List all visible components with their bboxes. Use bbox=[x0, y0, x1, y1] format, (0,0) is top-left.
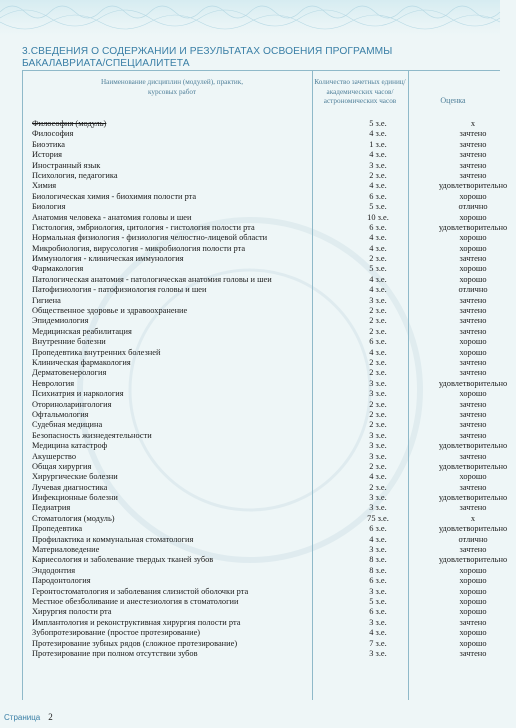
discipline-name: Инфекционные болезни bbox=[32, 493, 118, 503]
discipline-name: История bbox=[32, 150, 63, 160]
grade: удовлетворительно bbox=[438, 461, 508, 471]
page-footer bbox=[4, 712, 53, 722]
section-title: 3.СВЕДЕНИЯ О СОДЕРЖАНИИ И РЕЗУЛЬТАТАХ ОСВОЕНИЯ ПРОГРАММЫ БАКАЛАВРИАТА/СПЕЦИАЛИТЕТА bbox=[22, 46, 393, 69]
table-top-border bbox=[22, 70, 500, 71]
grade: хорошо bbox=[459, 264, 487, 274]
table-left-border bbox=[22, 70, 23, 700]
table-row bbox=[32, 649, 500, 659]
credit-units: 4 з.е. bbox=[369, 129, 387, 139]
credit-units: 4 з.е. bbox=[369, 628, 387, 638]
discipline-name: Оториноларингология bbox=[32, 399, 112, 409]
table-row bbox=[32, 493, 508, 503]
credit-units: 6 з.е. bbox=[369, 524, 387, 534]
grade: зачтено bbox=[459, 129, 487, 139]
table-row bbox=[32, 192, 500, 202]
discipline-name: Патофизиология - патофизиология головы и шеи bbox=[32, 285, 207, 295]
table-row bbox=[32, 483, 500, 493]
discipline-name: Имплантология и реконструктивная хирургия полости рта bbox=[32, 617, 241, 627]
discipline-name: Эпидемиология bbox=[32, 316, 89, 326]
grade: зачтено bbox=[459, 399, 487, 409]
grade: зачтено bbox=[459, 368, 487, 378]
grade: хорошо bbox=[459, 191, 487, 201]
discipline-name: Философия bbox=[32, 129, 74, 139]
table-row bbox=[32, 618, 500, 628]
discipline-name: Протезирование при полном отсутствии зубов bbox=[32, 648, 198, 658]
credit-units: 4 з.е. bbox=[369, 534, 387, 544]
discipline-name: Неврология bbox=[32, 378, 75, 388]
credit-units: 2 з.е. bbox=[369, 461, 387, 471]
discipline-name: Акушерство bbox=[32, 451, 77, 461]
discipline-name: Лучевая диагностика bbox=[32, 482, 108, 492]
header-discipline: Наименование дисциплин (модулей), практик, курсовых работ bbox=[100, 78, 244, 96]
grade: хорошо bbox=[459, 607, 487, 617]
table-row bbox=[32, 233, 500, 243]
table-row bbox=[32, 607, 500, 617]
credit-units: 2 з.е. bbox=[369, 170, 387, 180]
table-row bbox=[32, 244, 500, 254]
table-row bbox=[32, 420, 500, 430]
grade: зачтено bbox=[459, 326, 487, 336]
credit-units: 5 з.е. bbox=[369, 119, 387, 128]
discipline-name: Общая хирургия bbox=[32, 461, 92, 471]
grade: хорошо bbox=[459, 565, 487, 575]
table-row bbox=[32, 452, 500, 462]
table-row bbox=[32, 503, 500, 513]
credit-units: 3 з.е. bbox=[369, 441, 387, 451]
table-row bbox=[32, 327, 500, 337]
discipline-name: Зубопротезирование (простое протезирование) bbox=[32, 628, 201, 638]
table-row bbox=[32, 576, 500, 586]
discipline-name: Протезирование зубных рядов (сложное протезирование) bbox=[32, 638, 238, 648]
discipline-name: Микробиология, вирусология - микробиология полости рта bbox=[32, 243, 246, 253]
credit-units: 2 з.е. bbox=[369, 482, 387, 492]
credit-units: 6 з.е. bbox=[369, 607, 387, 617]
discipline-name: Педиатрия bbox=[32, 503, 71, 513]
grade: хорошо bbox=[459, 576, 487, 586]
table-row bbox=[32, 181, 508, 191]
grade: хорошо bbox=[459, 243, 487, 253]
grade: зачтено bbox=[459, 451, 487, 461]
table-row bbox=[32, 306, 500, 316]
discipline-name: Судебная медицина bbox=[32, 420, 103, 430]
table-row bbox=[32, 597, 500, 607]
page-number: 2 bbox=[48, 712, 53, 722]
table-row bbox=[32, 368, 500, 378]
table-row bbox=[32, 129, 500, 139]
discipline-name: Пропедевтика bbox=[32, 524, 83, 534]
discipline-name: Геронтостоматология и заболевания слизистой оболочки рта bbox=[32, 586, 249, 596]
decorative-top-band bbox=[0, 0, 500, 36]
grade: x bbox=[470, 513, 476, 523]
table-row bbox=[32, 389, 500, 399]
credit-units: 3 з.е. bbox=[369, 586, 387, 596]
table-row bbox=[32, 296, 500, 306]
grade: зачтено bbox=[459, 139, 487, 149]
credit-units: 3 з.е. bbox=[369, 648, 387, 658]
grade: зачтено bbox=[459, 482, 487, 492]
discipline-name: Гистология, эмбриология, цитология - гистология полости рта bbox=[32, 222, 255, 232]
credit-units: 6 з.е. bbox=[369, 191, 387, 201]
credit-units: 4 з.е. bbox=[369, 150, 387, 160]
grade: хорошо bbox=[459, 389, 487, 399]
grade: зачтено bbox=[459, 420, 487, 430]
discipline-name: Биология bbox=[32, 202, 66, 212]
credit-units: 2 з.е. bbox=[369, 409, 387, 419]
credit-units: 3 з.е. bbox=[369, 389, 387, 399]
discipline-name: Клиническая фармакология bbox=[32, 357, 131, 367]
credit-units: 2 з.е. bbox=[369, 357, 387, 367]
grade: хорошо bbox=[459, 628, 487, 638]
grade: удовлетворительно bbox=[438, 378, 508, 388]
grade: удовлетворительно bbox=[438, 222, 508, 232]
discipline-name: Биоэтика bbox=[32, 139, 65, 149]
table-row bbox=[32, 514, 500, 524]
table-row bbox=[32, 535, 500, 545]
credit-units: 2 з.е. bbox=[369, 420, 387, 430]
grade: отлично bbox=[458, 534, 488, 544]
grade: зачтено bbox=[459, 254, 487, 264]
discipline-name: Патологическая анатомия - патологическая анатомия головы и шеи bbox=[32, 274, 272, 284]
table-row bbox=[32, 275, 500, 285]
grade: зачтено bbox=[459, 648, 487, 658]
discipline-name: Внутренние болезни bbox=[32, 337, 106, 347]
table-row bbox=[32, 639, 500, 649]
header-credits: Количество зачетных единиц/академических часов/астрономических часов bbox=[314, 78, 406, 105]
credit-units: 8 з.е. bbox=[369, 555, 387, 565]
credit-units: 4 з.е. bbox=[369, 233, 387, 243]
table-row bbox=[32, 566, 500, 576]
discipline-name: Анатомия человека - анатомия головы и шеи bbox=[32, 212, 192, 222]
discipline-name: Фармакология bbox=[32, 264, 84, 274]
grade: хорошо bbox=[459, 472, 487, 482]
table-row bbox=[32, 264, 500, 274]
grade: удовлетворительно bbox=[438, 181, 508, 191]
discipline-name: Общественное здоровье и здравоохранение bbox=[32, 306, 188, 316]
discipline-name: Стоматология (модуль) bbox=[32, 513, 115, 523]
credit-units: 2 з.е. bbox=[369, 306, 387, 316]
grade: зачтено bbox=[459, 160, 487, 170]
table-row bbox=[32, 441, 508, 451]
discipline-name: Местное обезболивание и анестезиология в стоматологии bbox=[32, 596, 239, 606]
discipline-name: Психология, педагогика bbox=[32, 170, 118, 180]
table-row bbox=[32, 171, 500, 181]
grade: хорошо bbox=[459, 347, 487, 357]
grade: удовлетворительно bbox=[438, 493, 508, 503]
credit-units: 2 з.е. bbox=[369, 254, 387, 264]
grade: хорошо bbox=[459, 233, 487, 243]
credit-units: 5 з.е. bbox=[369, 596, 387, 606]
grade: отлично bbox=[458, 202, 488, 212]
grade: хорошо bbox=[459, 596, 487, 606]
table-row bbox=[32, 410, 500, 420]
grade: зачтено bbox=[459, 306, 487, 316]
discipline-list bbox=[32, 119, 508, 659]
table-row bbox=[32, 213, 500, 223]
table-row bbox=[32, 202, 500, 212]
table-row bbox=[32, 545, 500, 555]
grade: зачтено bbox=[459, 503, 487, 513]
discipline-name: Философия (модуль) bbox=[32, 119, 107, 128]
discipline-name: Эндодонтия bbox=[32, 565, 76, 575]
credit-units: 3 з.е. bbox=[369, 430, 387, 440]
credit-units: 2 з.е. bbox=[369, 316, 387, 326]
grade: зачтено bbox=[459, 316, 487, 326]
credit-units: 10 з.е. bbox=[367, 212, 389, 222]
credit-units: 4 з.е. bbox=[369, 285, 387, 295]
table-row bbox=[32, 222, 508, 233]
credit-units: 3 з.е. bbox=[369, 295, 387, 305]
header-grade: Оценка bbox=[440, 96, 466, 105]
credit-units: 3 з.е. bbox=[369, 617, 387, 627]
table-row bbox=[32, 431, 500, 441]
discipline-name: Хирургия полости рта bbox=[32, 607, 112, 617]
credit-units: 4 з.е. bbox=[369, 472, 387, 482]
grade: хорошо bbox=[459, 586, 487, 596]
credit-units: 6 з.е. bbox=[369, 222, 387, 232]
grade: хорошо bbox=[459, 638, 487, 648]
credit-units: 2 з.е. bbox=[369, 326, 387, 336]
grade: зачтено bbox=[459, 170, 487, 180]
credit-units: 4 з.е. bbox=[369, 347, 387, 357]
discipline-name: Медицина катастроф bbox=[32, 441, 108, 451]
table-row bbox=[32, 316, 500, 326]
credit-units: 3 з.е. bbox=[369, 503, 387, 513]
table-row bbox=[32, 119, 500, 129]
table-row bbox=[32, 461, 508, 472]
table-row bbox=[32, 254, 500, 264]
credit-units: 8 з.е. bbox=[369, 565, 387, 575]
credit-units: 6 з.е. bbox=[369, 576, 387, 586]
discipline-name: Профилактика и коммунальная стоматология bbox=[32, 534, 194, 544]
credit-units: 3 з.е. bbox=[369, 545, 387, 555]
table-row bbox=[32, 140, 500, 150]
discipline-name: Хирургические болезни bbox=[32, 472, 118, 482]
grade: удовлетворительно bbox=[438, 441, 508, 451]
credit-units: 4 з.е. bbox=[369, 181, 387, 191]
credit-units: 7 з.е. bbox=[369, 638, 387, 648]
credit-units: 6 з.е. bbox=[369, 337, 387, 347]
discipline-name: Химия bbox=[32, 181, 57, 191]
grade: хорошо bbox=[459, 212, 487, 222]
table-row bbox=[32, 358, 500, 368]
credit-units: 5 з.е. bbox=[369, 202, 387, 212]
table-row bbox=[32, 587, 500, 597]
credit-units: 2 з.е. bbox=[369, 399, 387, 409]
grade: хорошо bbox=[459, 274, 487, 284]
discipline-name: Пародонтология bbox=[32, 576, 91, 586]
credit-units: 2 з.е. bbox=[369, 368, 387, 378]
discipline-name: Иностранный язык bbox=[32, 160, 101, 170]
grade: зачтено bbox=[459, 430, 487, 440]
discipline-name: Иммунология - клиническая иммунология bbox=[32, 254, 184, 264]
table-row bbox=[32, 524, 508, 534]
grade: зачтено bbox=[459, 357, 487, 367]
table-row bbox=[32, 348, 500, 358]
grade: x bbox=[470, 119, 476, 128]
discipline-name: Пропедевтика внутренних болезней bbox=[32, 347, 161, 357]
grade: хорошо bbox=[459, 337, 487, 347]
guilloche-pattern bbox=[0, 0, 500, 36]
grade: удовлетворительно bbox=[438, 555, 508, 565]
table-row bbox=[32, 628, 500, 638]
page-label: Страница bbox=[4, 713, 41, 722]
discipline-name: Кариесология и заболевание твердых тканей зубов bbox=[32, 555, 214, 565]
table-row bbox=[32, 285, 500, 295]
table-row bbox=[32, 400, 500, 410]
discipline-name: Нормальная физиология - физиология челюстно-лицевой области bbox=[32, 233, 268, 243]
grade: зачтено bbox=[459, 545, 487, 555]
credit-units: 1 з.е. bbox=[369, 139, 387, 149]
table-row bbox=[32, 378, 508, 389]
credit-units: 3 з.е. bbox=[369, 493, 387, 503]
discipline-name: Гигиена bbox=[32, 295, 61, 305]
credit-units: 4 з.е. bbox=[369, 274, 387, 284]
credit-units: 3 з.е. bbox=[369, 378, 387, 388]
discipline-name: Офтальмология bbox=[32, 409, 89, 419]
table-row bbox=[32, 337, 500, 347]
grade: удовлетворительно bbox=[438, 524, 508, 534]
credit-units: 4 з.е. bbox=[369, 243, 387, 253]
table-row bbox=[32, 555, 508, 565]
discipline-name: Медицинская реабилитация bbox=[32, 326, 132, 336]
grade: отлично bbox=[458, 285, 488, 295]
discipline-name: Материаловедение bbox=[32, 545, 100, 555]
discipline-name: Биологическая химия - биохимия полости рта bbox=[32, 191, 197, 201]
grade: зачтено bbox=[459, 617, 487, 627]
credit-units: 5 з.е. bbox=[369, 264, 387, 274]
grade: зачтено bbox=[459, 150, 487, 160]
credit-units: 75 з.е. bbox=[367, 513, 389, 523]
grade: зачтено bbox=[459, 409, 487, 419]
discipline-name: Безопасность жизнедеятельности bbox=[32, 430, 152, 440]
table-row bbox=[32, 472, 500, 482]
credit-units: 3 з.е. bbox=[369, 160, 387, 170]
discipline-name: Дерматовенерология bbox=[32, 368, 107, 378]
table-row bbox=[32, 150, 500, 160]
table-row bbox=[32, 161, 500, 171]
discipline-name: Психиатрия и наркология bbox=[32, 389, 124, 399]
grade: зачтено bbox=[459, 295, 487, 305]
credit-units: 3 з.е. bbox=[369, 451, 387, 461]
